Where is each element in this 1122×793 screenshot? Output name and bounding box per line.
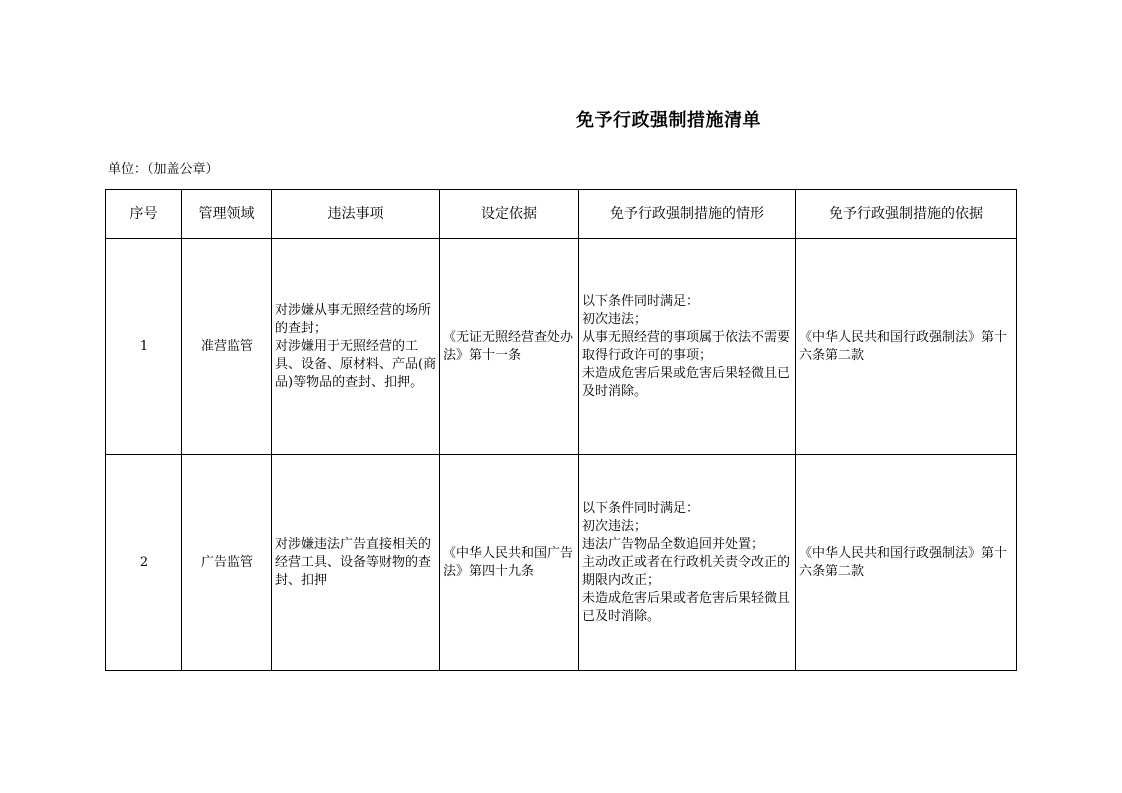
condition-line: 从事无照经营的事项属于依法不需要取得行政许可的事项； <box>582 329 791 363</box>
row-matter <box>272 239 440 455</box>
row-conditions <box>579 239 796 455</box>
condition-line: 未造成危害后果或危害后果轻微且已及时消除。 <box>582 365 791 399</box>
page-title: 免予行政强制措施清单 <box>576 110 761 131</box>
condition-line: 违法广告物品全数追回并处置； <box>582 536 765 552</box>
header-matter: 违法事项 <box>272 190 440 239</box>
table-header-row <box>106 190 1017 239</box>
row-index: 2 <box>106 455 182 671</box>
row-field: 准营监管 <box>182 239 272 455</box>
header-exemption-basis: 免予行政强制措施的依据 <box>796 190 1017 239</box>
condition-line: 初次违法； <box>582 311 648 327</box>
table-row <box>106 455 1017 671</box>
condition-line: 初次违法； <box>582 518 648 534</box>
header-field: 管理领域 <box>182 190 272 239</box>
row-matter <box>272 455 440 671</box>
condition-line: 主动改正或者在行政机关责令改正的期限内改正； <box>582 554 791 588</box>
condition-line: 未造成危害后果或者危害后果轻微且已及时消除。 <box>582 590 791 624</box>
header-index: 序号 <box>106 190 182 239</box>
row-basis: 《中华人民共和国广告法》第四十九条 <box>440 455 579 671</box>
unit-seal-label: 单位：（加盖公章） <box>108 162 219 177</box>
row-conditions <box>579 455 796 671</box>
condition-line: 以下条件同时满足： <box>582 293 700 309</box>
row-basis: 《无证无照经营查处办法》第十一条 <box>440 239 579 455</box>
exemption-measures-table <box>105 189 1017 671</box>
table-row <box>106 239 1017 455</box>
row-field: 广告监管 <box>182 455 272 671</box>
header-conditions: 免予行政强制措施的情形 <box>579 190 796 239</box>
matter-line: 对涉嫌用于无照经营的工具、设备、原材料、产品(商品)等物品的查封、扣押。 <box>275 338 437 390</box>
row-exemption-basis: 《中华人民共和国行政强制法》第十六条第二款 <box>796 455 1017 671</box>
header-basis: 设定依据 <box>440 190 579 239</box>
row-exemption-basis: 《中华人民共和国行政强制法》第十六条第二款 <box>796 239 1017 455</box>
matter-line: 对涉嫌从事无照经营的场所的查封； <box>275 302 432 336</box>
matter-line: 对涉嫌违法广告直接相关的经营工具、设备等财物的查封、扣押 <box>275 536 432 588</box>
condition-line: 以下条件同时满足： <box>582 500 700 516</box>
row-index: 1 <box>106 239 182 455</box>
